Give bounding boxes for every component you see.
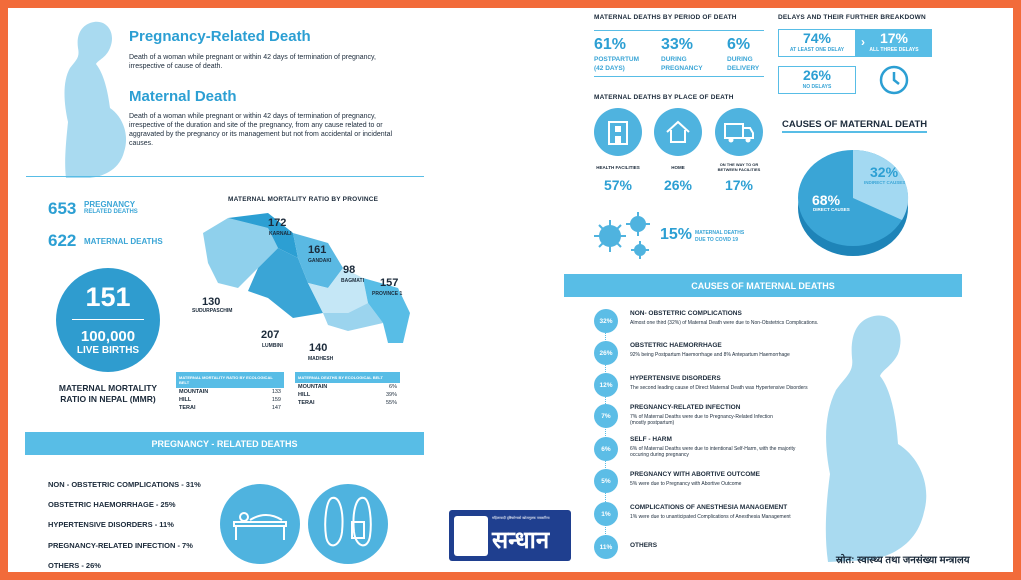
cell: 147 <box>271 405 281 411</box>
cause-desc-6: 5% were due to Pregnancy with Abortive Outcome <box>630 481 742 487</box>
home-icon <box>664 118 692 146</box>
period-pregnancy-l1: DURING <box>661 56 687 63</box>
place-health-pct: 57% <box>603 177 633 193</box>
mmr-per: 100,000 <box>80 328 136 345</box>
infographic <box>8 8 1013 572</box>
table-row <box>176 388 284 396</box>
chevron-right-icon: › <box>861 35 865 49</box>
table-row <box>176 404 284 412</box>
delay-at-least-one-pct: 74% <box>802 30 832 46</box>
delay-none-pct: 26% <box>802 67 832 83</box>
table-row <box>295 391 400 399</box>
ambulance-icon <box>723 120 755 144</box>
feet-tag-icon <box>320 492 376 556</box>
prd-definition-title: Pregnancy-Related Death <box>129 28 311 45</box>
md-count: 622 <box>48 231 77 250</box>
cause-title-5: SELF - HARM <box>630 436 672 443</box>
period-pregnancy-pct: 33% <box>661 36 694 53</box>
cause-desc-5: 6% of Maternal Deaths were due to intentional Self-Harm, with the majority occuring during pregnancy <box>630 446 796 458</box>
place-health-label: HEALTH FACILITIES <box>596 165 640 170</box>
cause-pct-2: 26% <box>594 341 618 365</box>
map-gandaki-name: GANDAKI <box>308 258 332 264</box>
cause-pct-4: 7% <box>594 404 618 428</box>
cause-desc-3: The second leading cause of Direct Maternal Death was Hypertensive Disorders <box>630 385 808 391</box>
cause-desc-2: 92% being Postpartum Haemorrhage and 8% Antepartum Haemorrhage <box>630 352 790 358</box>
cause-title-8: OTHERS <box>630 542 658 549</box>
period-pregnancy-l2: PREGNANCY <box>661 65 703 72</box>
cell: 55% <box>385 400 397 406</box>
cause-pct-3: 12% <box>594 373 618 397</box>
causes-pie-title: CAUSES OF MATERNAL DEATH <box>782 119 927 133</box>
cell: MOUNTAIN <box>179 389 209 395</box>
map-madhesh-name: MADHESH <box>308 356 334 362</box>
pie-direct-pct: 68% <box>812 192 841 208</box>
cell: HILL <box>298 392 311 398</box>
prd-definition-text: Death of a woman while pregnant or within 42 days of termination of pregnancy, irrespective of cause of death. <box>129 54 376 70</box>
covid-pct: 15% <box>660 226 693 243</box>
delay-at-least-one-label: AT LEAST ONE DELAY <box>789 47 845 53</box>
map-karnali-name: KARNALI <box>269 231 292 237</box>
prd-section-bar: PREGNANCY - RELATED DEATHS <box>25 432 424 455</box>
cause-title-7: COMPLICATIONS OF ANESTHESIA MANAGEMENT <box>630 504 788 511</box>
logo-subtitle: महिलावादी दृष्टिकोणको खोजमूलक पत्रकारिता <box>492 516 550 520</box>
map-sudurpaschim-value: 130 <box>202 296 221 308</box>
period-postpartum-l1: POSTPARTUM <box>594 56 640 63</box>
md-count-label: MATERNAL DEATHS <box>84 237 163 246</box>
causes-section-bar: CAUSES OF MATERNAL DEATHS <box>564 274 962 297</box>
mmr-fraction-line <box>72 319 144 320</box>
period-postpartum-pct: 61% <box>594 36 627 53</box>
prd-count: 653 <box>48 199 77 218</box>
delay-all-three-label: ALL THREE DELAYS <box>869 47 919 53</box>
cell: 6% <box>389 384 397 390</box>
prd-item-1: NON - OBSTETRIC COMPLICATIONS - 31% <box>48 480 201 489</box>
cause-pct-6: 5% <box>594 469 618 493</box>
delay-all-three-pct: 17% <box>879 30 909 46</box>
table-row <box>176 396 284 404</box>
period-postpartum-l2: (42 DAYS) <box>594 65 625 72</box>
clock-icon <box>878 64 910 96</box>
divider <box>594 76 764 77</box>
prd-item-3: HYPERTENSIVE DISORDERS - 11% <box>48 520 174 529</box>
virus-icon <box>592 208 660 262</box>
pie-indirect-label: INDIRECT CAUSES <box>864 180 906 185</box>
place-home-label: HOME <box>671 165 685 170</box>
map-province1-name: PROVINCE 1 <box>372 291 403 297</box>
fingerprint-face-icon <box>454 516 488 556</box>
source-text: स्रोत: स्वास्थ्य तथा जनसंख्या मन्त्रालय <box>836 555 970 566</box>
period-delivery-pct: 6% <box>727 36 751 53</box>
hospital-icon <box>605 118 631 146</box>
map-lumbini-name: LUMBINI <box>262 343 283 349</box>
place-way-label: ON THE WAY TO OR BETWEEN FACILITIES <box>717 162 761 172</box>
mmr-caption-2: RATIO IN NEPAL (MMR) <box>60 394 156 404</box>
pregnant-woman-silhouette-icon <box>808 304 938 568</box>
map-madhesh-value: 140 <box>309 342 328 354</box>
map-karnali-value: 172 <box>268 217 287 229</box>
mmr-caption-1: MATERNAL MORTALITY <box>58 383 158 393</box>
eco-deaths-header: MATERNAL DEATHS BY ECOLOGICAL BELT <box>295 372 400 383</box>
place-title: MATERNAL DEATHS BY PLACE OF DEATH <box>594 94 734 101</box>
cell: 39% <box>385 392 397 398</box>
prd-item-5: OTHERS - 26% <box>48 561 101 570</box>
delays-title: DELAYS AND THEIR FURTHER BREAKDOWN <box>778 14 926 21</box>
cause-title-6: PREGNANCY WITH ABORTIVE OUTCOME <box>630 471 761 478</box>
prd-count-label-1: PREGNANCY <box>84 200 136 209</box>
mmr-value: 151 <box>85 282 131 312</box>
prd-count-label-2: RELATED DEATHS <box>84 209 138 215</box>
prd-item-4: PREGNANCY-RELATED INFECTION - 7% <box>48 541 193 550</box>
cause-title-4: PREGNANCY-RELATED INFECTION <box>630 404 741 411</box>
pie-direct-label: DIRECT CAUSES <box>813 207 850 212</box>
cause-desc-7: 1% were due to unanticipated Complications of Anesthesia Management <box>630 514 791 520</box>
divider <box>594 30 764 31</box>
md-definition-title: Maternal Death <box>129 88 237 105</box>
cell: MOUNTAIN <box>298 384 328 390</box>
period-title: MATERNAL DEATHS BY PERIOD OF DEATH <box>594 14 737 21</box>
table-row <box>295 383 400 391</box>
md-definition-text: Death of a woman while pregnant or within 42 days of termination of pregnancy, irrespective of the duration and site of the pregnancy, from any cause related to or aggravated by the pregnancy or its management but not from accidental or incidental causes. <box>129 113 393 147</box>
eco-mmr-table <box>176 372 284 412</box>
eco-deaths-table <box>295 372 400 407</box>
map-gandaki-value: 161 <box>308 244 327 256</box>
cell: TERAI <box>298 400 315 406</box>
period-delivery-l2: DELIVERY <box>727 65 760 72</box>
mmr-per-label: LIVE BIRTHS <box>76 345 140 356</box>
pregnant-woman-silhouette-icon <box>46 12 136 182</box>
covid-label-1: MATERNAL DEATHS <box>695 230 745 236</box>
eco-mmr-header: MATERNAL MORTALITY RATIO BY ECOLOGICAL BELT <box>176 372 284 388</box>
cell: HILL <box>179 397 192 403</box>
map-sudurpaschim-name: SUDURPASCHIM <box>192 308 233 314</box>
map-province1-value: 157 <box>380 277 399 289</box>
delay-none-label: NO DELAYS <box>802 84 832 90</box>
map-title: MATERNAL MORTALITY RATIO BY PROVINCE <box>228 196 379 203</box>
cell: 159 <box>271 397 281 403</box>
cause-desc-4: 7% of Maternal Deaths were due to Pregnancy-Related Infection (mostly postpartum) <box>630 414 773 426</box>
prd-item-2: OBSTETRIC HAEMORRHAGE - 25% <box>48 500 176 509</box>
table-row <box>295 399 400 407</box>
cause-title-1: NON- OBSTETRIC COMPLICATIONS <box>630 310 742 317</box>
map-bagmati-value: 98 <box>343 264 356 276</box>
period-delivery-l1: DURING <box>727 56 753 63</box>
place-way-pct: 17% <box>724 177 754 193</box>
divider <box>26 176 424 177</box>
map-lumbini-value: 207 <box>261 329 280 341</box>
cause-pct-8: 11% <box>594 535 618 559</box>
cause-pct-5: 6% <box>594 437 618 461</box>
cause-pct-7: 1% <box>594 502 618 526</box>
covid-label-2: DUE TO COVID 19 <box>695 237 738 243</box>
cause-title-2: OBSTETRIC HAEMORRHAGE <box>630 342 722 349</box>
pie-indirect-pct: 32% <box>870 164 899 180</box>
map-bagmati-name: BAGMATI <box>341 278 364 284</box>
place-home-pct: 26% <box>663 177 693 193</box>
cause-desc-1: Almost one third (32%) of Maternal Death were due to Non-Obstetrics Complications. <box>630 320 819 326</box>
cause-pct-1: 32% <box>594 309 618 333</box>
cause-title-3: HYPERTENSIVE DISORDERS <box>630 375 721 382</box>
logo-text: सन्धान <box>492 527 550 554</box>
cell: 133 <box>271 389 281 395</box>
cell: TERAI <box>179 405 196 411</box>
patient-bed-icon <box>230 504 290 544</box>
